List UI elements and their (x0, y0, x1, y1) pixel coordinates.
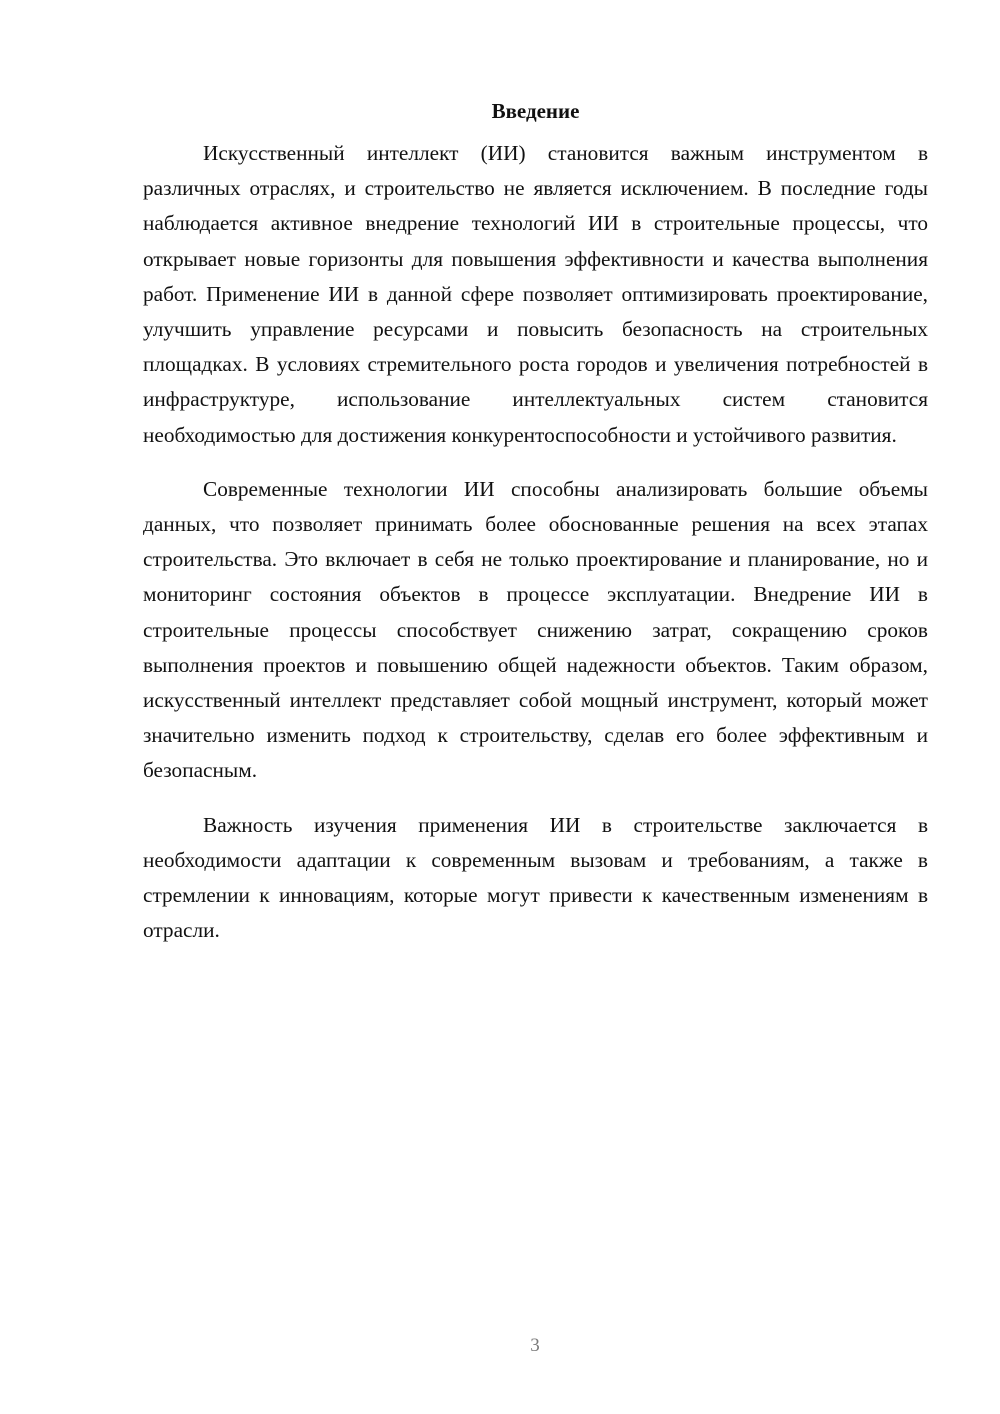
page-content (143, 96, 928, 967)
page-number: 3 (530, 1335, 540, 1356)
paragraph-3: Важность изучения применения ИИ в строительстве заключается в необходимости адаптации к современным вызовам и требованиям, а также в стремлении к инновациям, которые могут привести к качественным изменениям в отрасли. (143, 812, 928, 943)
section-title: Введение (491, 99, 580, 123)
paragraph-2: Современные технологии ИИ способны анализировать большие объемы данных, что позволяет принимать более обоснованные решения на всех этапах строительства. Это включает в себя не только проектирование и планирование, но и мониторинг состояния объектов в процессе эксплуатации. Внедрение ИИ в строительные процессы способствует снижению затрат, сокращению сроков выполнения проектов и повышению общей надежности объектов. Таким образом, искусственный интеллект представляет собой мощный инструмент, который может значительно изменить подход к строительству, сделав его более эффективным и безопасным. (143, 476, 928, 783)
paragraph-1: Искусственный интеллект (ИИ) становится важным инструментом в различных отраслях, и строительство не является исключением. В последние годы наблюдается активное внедрение технологий ИИ в строительные процессы, что открывает новые горизонты для повышения эффективности и качества выполнения работ. Применение ИИ в данной сфере позволяет оптимизировать проектирование, улучшить управление ресурсами и повысить безопасность на строительных площадках. В условиях стремительного роста городов и увеличения потребностей в инфраструктуре, использование интеллектуальных систем становится необходимостью для достижения конкурентоспособности и устойчивого развития. (143, 141, 928, 447)
